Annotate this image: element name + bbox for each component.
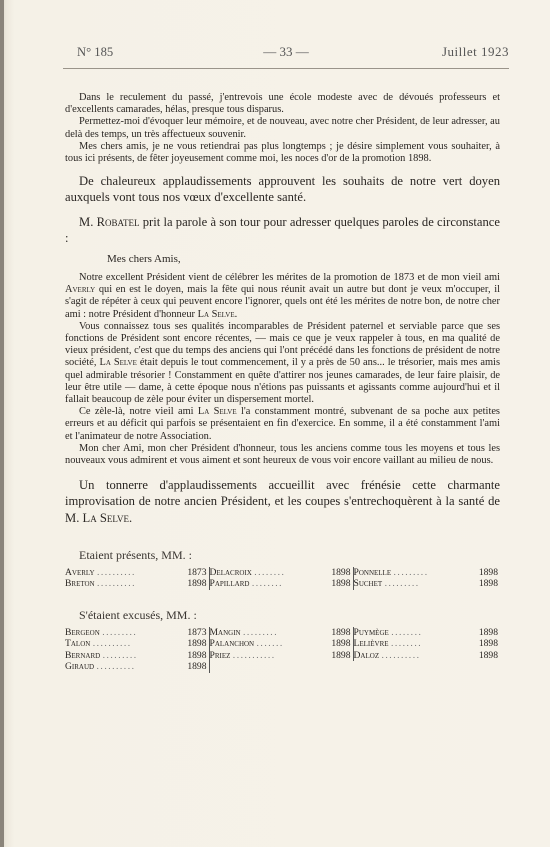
header-rule — [63, 68, 509, 69]
name-cell: Daloz .......... — [353, 649, 421, 661]
name-cell: Lelièvre ........ — [353, 638, 423, 650]
year-cell: 1898 — [145, 661, 209, 673]
table-row — [65, 627, 500, 639]
year-cell: 1898 — [289, 638, 353, 650]
year-cell: 1898 — [478, 626, 498, 638]
table-row — [65, 567, 500, 579]
paragraph — [65, 321, 500, 406]
person-name: La Selve — [99, 357, 137, 369]
table-row — [65, 650, 500, 662]
name-cell: Priez ........... — [209, 649, 276, 661]
year-cell: 1873 — [145, 567, 209, 579]
empty-cell — [209, 661, 289, 673]
year-cell: 1898 — [289, 650, 353, 662]
paragraph: De chaleureux applaudissements approuvent les souhaits de notre vert doyen auxquels vont tous nos vœux d'excellente santé. — [65, 174, 500, 205]
name-cell: Averly .......... — [65, 566, 136, 578]
empty-cell — [289, 661, 353, 673]
excused-table — [65, 627, 500, 673]
text: Notre excellent Président vient de célébrer les mérites de la promotion de 1873 et de mon vieil ami — [79, 272, 500, 284]
paragraph: Mes chers amis, je ne vous retiendrai pas plus longtemps ; je désire simplement vous souhaiter, à tous ici présents, de fêter joyeusement comme moi, les noces d'or de la promotion 1898. — [65, 140, 500, 165]
year-cell: 1898 — [478, 566, 498, 578]
name-cell: Mangin ......... — [209, 626, 279, 638]
paragraph — [65, 272, 500, 321]
text: l'a constamment montré, subvenant de sa poche aux petites erreurs et au déficit qui parfois se présentaient en fin d'exercice. En somme, il a été constamment l'ami et l'animateur de notre Association. — [65, 406, 500, 442]
name-cell: Palanchon ....... — [209, 638, 284, 650]
salutation: Mes chers Amis, — [107, 253, 181, 266]
name-cell: Breton .......... — [65, 578, 136, 590]
person-name: La Selve — [197, 406, 237, 418]
person-name: La Selve — [197, 308, 235, 320]
year-cell: 1898 — [145, 578, 209, 590]
name-cell: Delacroix ........ — [209, 566, 286, 578]
text: . — [129, 510, 133, 525]
name-cell: Giraud .......... — [65, 661, 136, 673]
name-cell: Puymège ........ — [353, 626, 423, 638]
paragraph: Dans le reculement du passé, j'entrevois une école modeste avec de dévoués professeurs et d'excellents camarades, hélas, presque tous disparus. — [65, 92, 500, 116]
paragraph — [65, 406, 500, 443]
page-header — [63, 44, 509, 60]
text: Vous connaissez tous ses qualités incomparables de Président paternel et serviable parce que ses fonctions de Président sont encore récentes, — mais ce que je veux rappeler à tous, en ma qualité de vieux président, c'est que du temps des anciens qui l'ont précédé dans les fonctions de président de notre société, — [65, 320, 500, 369]
table-row — [65, 661, 500, 673]
year-cell: 1898 — [478, 578, 498, 590]
person-name: Robatel — [96, 214, 140, 229]
attendees-label: Etaient présents, MM. : — [79, 547, 192, 562]
text: qui en est le doyen, mais la fête qui nous réunit avait un autre but dont je veux m'occuper, il s'agit de répéter à ceux qui peuvent encore l'ignorer, quels ont été les mérites de notre bon, de notre cher ami : notre Président d'honneur — [65, 284, 500, 320]
text: . — [234, 308, 238, 320]
attendees-table — [65, 567, 500, 590]
name-cell: Papillard ........ — [209, 578, 284, 590]
year-cell: 1898 — [145, 638, 209, 650]
page-edge-shadow — [0, 0, 4, 847]
year-cell: 1898 — [145, 650, 209, 662]
issue-number: N° 185 — [77, 45, 114, 59]
person-name: La Selve — [82, 510, 130, 525]
page-number: — 33 — — [263, 44, 309, 59]
text: Un tonnerre d'applaudissements accueillit avec frénésie cette charmante improvisation de notre ancien Président, et les coupes s'entrechoquèrent à la santé de M. — [65, 478, 500, 525]
name-cell: Ponnelle ......... — [353, 566, 429, 578]
name-cell: Talon .......... — [65, 638, 132, 650]
paragraph: Permettez-moi d'évoquer leur mémoire, et de nouveau, avec notre cher Président, de leur adresser, au delà des temps, un très affectueux souvenir. — [65, 116, 500, 140]
paragraph — [65, 477, 500, 526]
text: prit la parole à son tour pour adresser quelques paroles de circonstance : — [65, 214, 500, 245]
year-cell: 1898 — [478, 638, 498, 650]
text: M. — [79, 214, 94, 229]
paragraph: Mon cher Ami, mon cher Président d'honneur, tous les anciens comme tous les moyens et tous les nouveaux vous admirent et vous aiment et sont heureux de vous voir encore vaillant au milieu de nous. — [65, 442, 500, 467]
paragraph — [65, 214, 500, 246]
person-name: Averly — [65, 284, 96, 296]
year-cell: 1898 — [289, 627, 353, 639]
name-cell: Suchet ......... — [353, 578, 420, 590]
table-row — [65, 638, 500, 650]
issue-date: Juillet 1923 — [441, 44, 509, 59]
year-cell: 1898 — [289, 578, 353, 590]
name-cell: Bernard ......... — [65, 649, 138, 661]
article-body — [65, 92, 500, 673]
excused-label: S'étaient excusés, MM. : — [79, 607, 197, 622]
empty-cell — [435, 661, 500, 673]
year-cell: 1898 — [478, 649, 498, 661]
year-cell: 1898 — [289, 567, 353, 579]
table-row — [65, 578, 500, 590]
empty-cell — [353, 661, 435, 673]
text: était depuis le tout commencement, il y a près de 50 ans... le trésorier, mais mes amis quel admirable trésorier ! Constamment en quête d'attirer nos jeunes camarades, de leur faire plaisir, de leur être utile — dame, à cette époque nous n'étions pas puissants et agissants comme aujourd'hui et il fallait beaucoup de zèle pour éviter un dispersement mortel. — [65, 357, 500, 406]
year-cell: 1873 — [145, 627, 209, 639]
name-cell: Bergeon ......... — [65, 626, 138, 638]
text: Ce zèle-là, notre vieil ami — [79, 406, 194, 418]
